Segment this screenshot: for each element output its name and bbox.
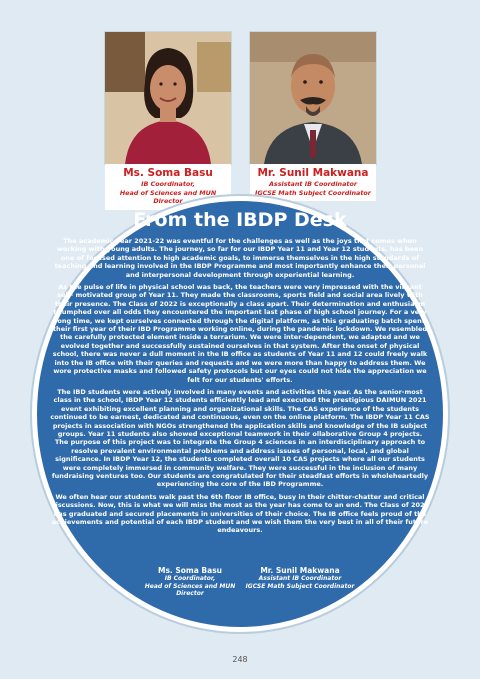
portrait-sunil-makwana bbox=[250, 32, 376, 164]
signature-role: Head of Sciences and MUN Director bbox=[144, 582, 236, 597]
signature-name: Mr. Sunil Makwana bbox=[260, 566, 340, 575]
signature-soma-basu bbox=[130, 566, 250, 598]
signature-role: Assistant IB Coordinator bbox=[258, 575, 342, 582]
article-paragraph: The academic year 2021-22 was eventful for the challenges as well as the joys that comes when working with young adults. The journey, so far for our IBDP Year 11 and Year 12 students, has been one of focused attention to high academic goals, to immerse themselves in the high standards of teaching and learning involved in the IBDP Programme and most importantly enhance their personal and interpersonal development through experiential learning. bbox=[54, 237, 426, 279]
article-paragraph: We often hear our students walk past the 6th floor IB office, busy in their chitter-chatter and critical discussions. Now, this is what we will miss the most as the year has come to an end. The Class of 2022 has graduated and secured placements in universities of their choice. The IB office feels proud of the achievements and potential of each IBDP student and we wish them the very best in all of their future endeavours. bbox=[50, 492, 430, 535]
person-role: IGCSE Math Subject Coordinator bbox=[255, 188, 371, 197]
caption-sunil-makwana bbox=[250, 164, 376, 201]
signature-role: IGCSE Math Subject Coordinator bbox=[245, 582, 355, 590]
article-title: From the IBDP Desk bbox=[133, 209, 347, 231]
person-name: Ms. Soma Basu bbox=[123, 167, 213, 179]
signature-sunil-makwana bbox=[240, 566, 360, 590]
article-paragraph: The IBD students were actively involved in many events and activities this year. As the senior-most class in the school, IBDP Year 12 students efficiently lead and executed the prestigious DAIMUN 2021 event exhibiting excellent planning and organizational skills. The CAS experience of the students continued to be earnest, dedicated and continuous, even on the online platform. The IBDP Year 11 CAS projects in association with NGOs strengthened the application skills and knowledge of the IB subject groups. Year 11 students also showed exceptional teamwork in their ollaborative Group 4 projects. The purpose of this project was to integrate the Group 4 sciences in an interdisciplinary approach to resolve prevalent environmental problems and address issues of personal, local, and global significance. In IBDP Year 12, the students completed overall 10 CAS projects where all our students were completely immersed in community welfare. They were successful in the inclusion of many fundraising ventures too. Our students are congratulated for their steadfast efforts in wholeheartedly experiencing the core of the IBD Programme. bbox=[50, 387, 430, 489]
page-number: 248 bbox=[232, 655, 248, 664]
article-body bbox=[50, 208, 430, 539]
person-role: Head of Sciences and MUN Director bbox=[119, 188, 217, 205]
person-name: Mr. Sunil Makwana bbox=[257, 167, 369, 179]
portrait-soma-basu bbox=[105, 32, 231, 164]
article-paragraph: As the pulse of life in physical school was back, the teachers were very impressed with the vibrant self- motivated group of Year 11. They made the classrooms, sports field and social area lively with their presence. The Class of 2022 is exceptionally a class apart. Their determination and enthusiasm triumphed over all odds they encountered the important last phase of high school journey. For a very long time, we kept ourselves connected through the digital platform, as this graduating batch spent their first year of their IBD Programme working online, during the pandemic lockdown. We resembled the carefully protected element inside a terrarium. We were inter-dependent, we adapted and we evolved together and successfully sustained ourselves in that system. After the onset of physical school, there was never a dull moment in the IB office as students of Year 11 and 12 could freely walk into the IB office with their queries and requests and we were more than happy to address them. We wore protective masks and followed safety protocols but our eyes could not hide the appreciation we felt for our students' efforts. bbox=[52, 283, 428, 384]
signature-name: Ms. Soma Basu bbox=[157, 566, 222, 575]
person-role: IB Coordinator, bbox=[141, 180, 195, 188]
signature-role: IB Coordinator, bbox=[164, 575, 216, 582]
person-role: Assistant IB Coordinator bbox=[268, 180, 358, 188]
